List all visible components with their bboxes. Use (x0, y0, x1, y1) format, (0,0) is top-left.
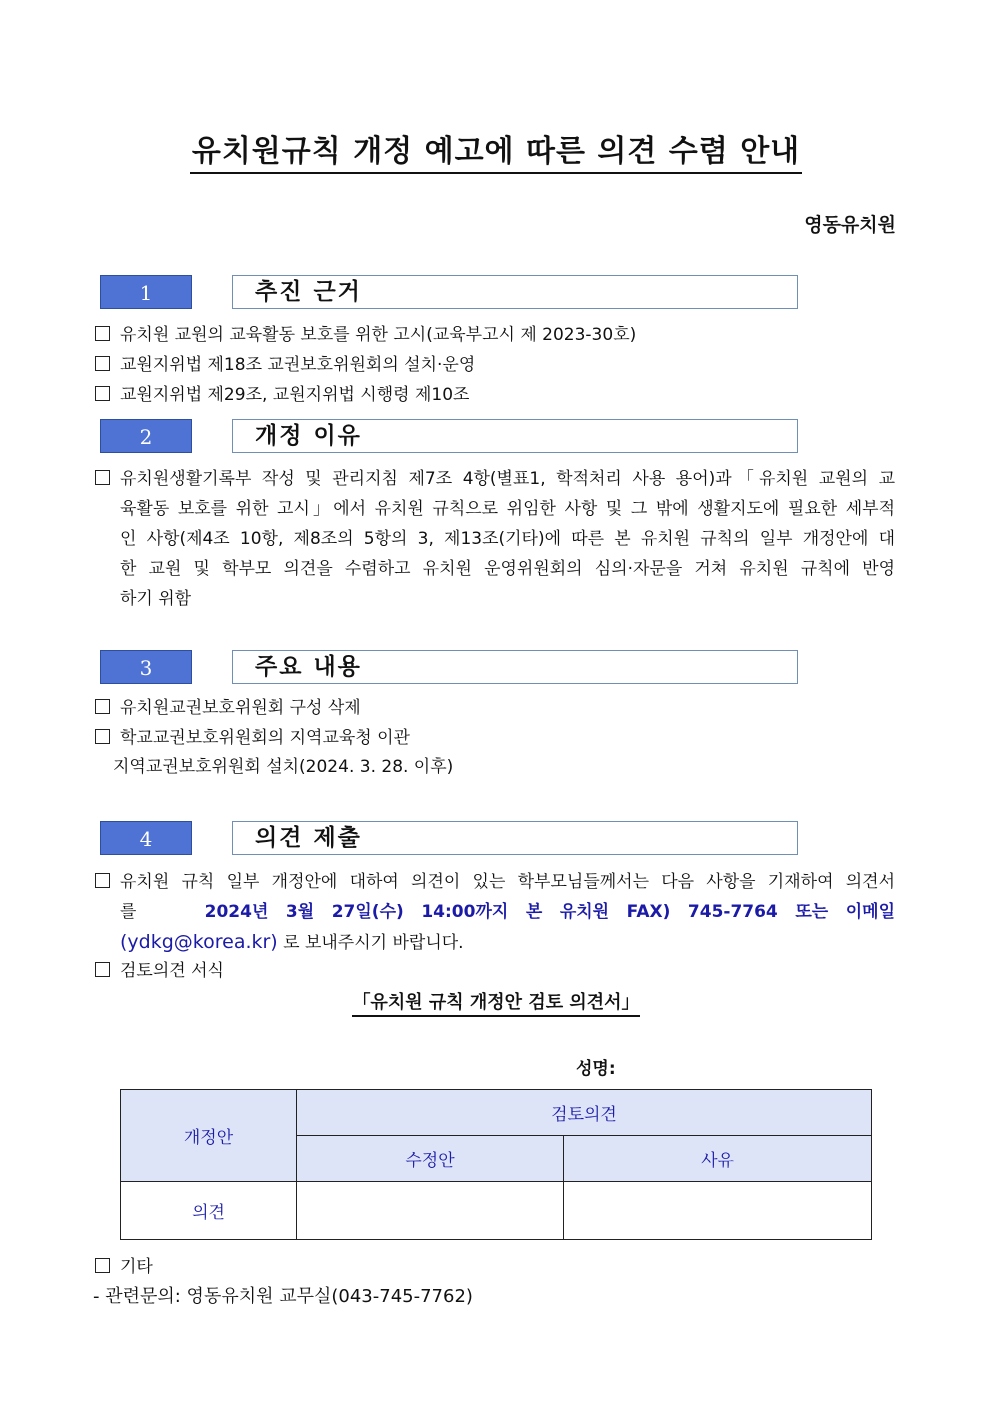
checkbox-icon (95, 326, 110, 341)
form-title: 「유치원 규칙 개정안 검토 의견서」 (0, 988, 992, 1014)
checkbox-icon (95, 386, 110, 401)
checkbox-icon (95, 873, 110, 888)
section-4-title: 의견 제출 (232, 821, 798, 855)
section-2-title: 개정 이유 (232, 419, 798, 453)
signature-label: 성명: (576, 1059, 616, 1079)
checkbox-icon (95, 699, 110, 714)
section-1-number: 1 (100, 275, 192, 309)
section-1-title: 추진 근거 (232, 275, 798, 309)
list-item: 검토의견 서식 (95, 956, 224, 986)
row-header-cell: 개정안 (121, 1090, 297, 1182)
list-subitem: 지역교권보호위원회 설치(2024. 3. 28. 이후) (113, 757, 454, 777)
list-item: 학교교권보호위원회의 지역교육청 이관 (95, 723, 410, 753)
checkbox-icon (95, 729, 110, 744)
deadline-info: 2024년 3월 27일(수) 14:00까지 본 유치원 FAX) 745-7764 또는 이메일 (204, 902, 895, 922)
list-item: 유치원교권보호위원회 구성 삭제 (95, 693, 361, 723)
page-title: 유치원규칙 개정 예고에 따른 의견 수렴 안내 (0, 126, 992, 170)
row-label-cell: 의견 (121, 1182, 297, 1240)
section-3-title: 주요 내용 (232, 650, 798, 684)
list-item: 교원지위법 제18조 교권보호위원회의 설치·운영 (95, 350, 475, 380)
checkbox-icon (95, 1258, 110, 1273)
email-address: (ydkg@korea.kr) (120, 931, 278, 953)
section-3-number: 3 (100, 650, 192, 684)
contact-info: - 관련문의: 영동유치원 교무실(043-745-7762) (93, 1286, 473, 1307)
group-header-cell: 검토의견 (297, 1090, 872, 1136)
reason-input-cell[interactable] (564, 1182, 872, 1240)
section-2-number: 2 (100, 419, 192, 453)
checkbox-icon (95, 962, 110, 977)
checkbox-icon (95, 356, 110, 371)
revision-input-cell[interactable] (297, 1182, 564, 1240)
section-4-number: 4 (100, 821, 192, 855)
checkbox-icon (95, 470, 110, 485)
review-form-table (120, 1089, 872, 1240)
reason-paragraph: 유치원생활기록부 작성 및 관리지침 제7조 4항(별표1, 학적처리 사용 용어)과「유치원 교원의 교 육활동 보호를 위한 고시」에서 유치원 규칙으로 위임한 사항 및 그 밖에 생활지도에 필요한 세부적 인 사항(제4조 10항, 제8조의 5항의 3, 제13조(기타)에 따른 본 유치원 규칙의 일부 개정안에 대 한 교원 및 학부모 의견을 수렴하고 유치원 운영위원회의 심의·자문을 거쳐 유치원 규칙에 반영 하기 위함 (95, 464, 895, 614)
column-header-cell: 사유 (564, 1136, 872, 1182)
organization-name: 영동유치원 (804, 214, 896, 236)
column-header-cell: 수정안 (297, 1136, 564, 1182)
list-item: 교원지위법 제29조, 교원지위법 시행령 제10조 (95, 380, 469, 410)
submission-paragraph: 유치원 규칙 일부 개정안에 대하여 의견이 있는 학부모님들께서는 다음 사항을 기재하여 의견서 를 2024년 3월 27일(수) 14:00까지 본 유치원 FAX) 745-7764 또는 이메일 (ydkg@korea.kr) 로 보내주시기 바랍니다. (95, 867, 895, 958)
list-item: 기타 (95, 1252, 153, 1282)
list-item: 유치원 교원의 교육활동 보호를 위한 고시(교육부고시 제 2023-30호) (95, 320, 636, 350)
